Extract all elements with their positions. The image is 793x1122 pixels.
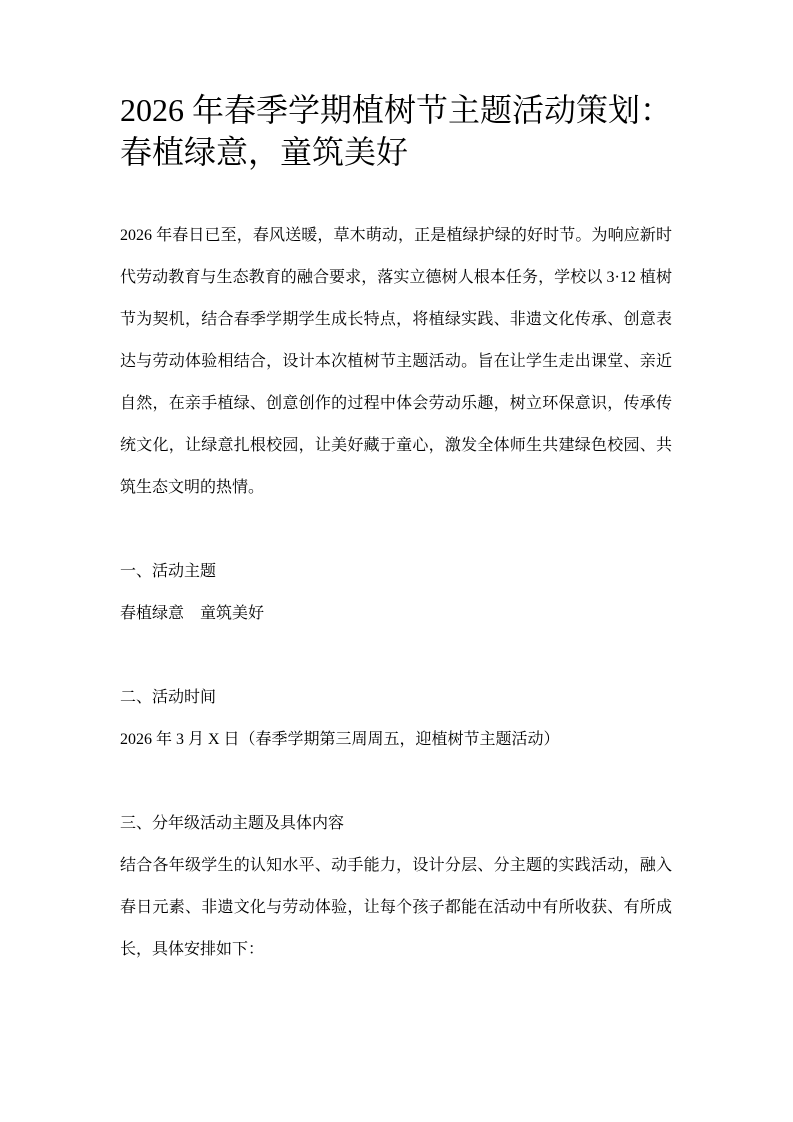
section-body-activity-theme: 春植绿意 童筑美好 xyxy=(120,605,265,622)
section-activity-time xyxy=(120,677,672,761)
section-heading-activity-time: 二、活动时间 xyxy=(120,689,217,706)
intro-paragraph: 2026 年春日已至，春风送暖，草木萌动，正是植绿护绿的好时节。为响应新时代劳动教育与生态教育的融合要求，落实立德树人根本任务，学校以 3·12 植树节为契机，结合春季学期学生成长特点，将植绿实践、非遗文化传承、创意表达与劳动体验相结合，设计本次植树节主题活动。旨在让学生走出课堂、亲近自然，在亲手植绿、创意创作的过程中体会劳动乐趣，树立环保意识，传承传统文化，让绿意扎根校园，让美好藏于童心，激发全体师生共建绿色校园、共筑生态文明的热情。 xyxy=(120,227,672,496)
section-activity-theme xyxy=(120,551,672,635)
section-heading-activity-theme: 一、活动主题 xyxy=(120,563,217,580)
document-title: 2026 年春季学期植树节主题活动策划：春植绿意，童筑美好 xyxy=(120,92,673,170)
section-heading-grade-activities: 三、分年级活动主题及具体内容 xyxy=(120,815,345,832)
section-body-activity-time: 2026 年 3 月 X 日（春季学期第三周周五，迎植树节主题活动） xyxy=(120,731,560,748)
section-grade-activities xyxy=(120,803,672,971)
section-body-grade-activities: 结合各年级学生的认知水平、动手能力，设计分层、分主题的实践活动，融入春日元素、非遗文化与劳动体验，让每个孩子都能在活动中有所收获、有所成长，具体安排如下： xyxy=(120,857,672,958)
